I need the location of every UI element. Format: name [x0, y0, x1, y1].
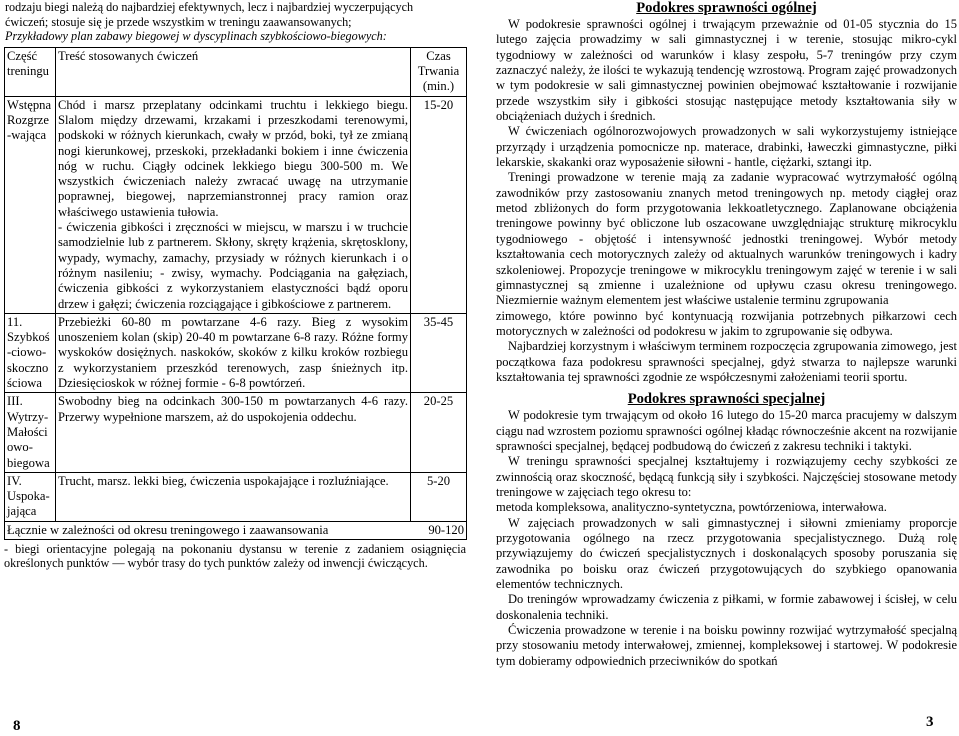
row-content: [56, 96, 411, 313]
paragraph: W treningu sprawności specjalnej kształtujemy i rozwiązujemy cechy szybkości ze zwinnością oraz skoczność, będącą funkcją siły i szybkości. Najczęściej stosowane metody treningowe w zajęciach tego okresu to:: [496, 454, 957, 499]
row-time: 35-45: [411, 313, 467, 392]
row-part: IV. Uspoka-jająca: [5, 472, 56, 521]
total-cell: [5, 521, 467, 539]
table-row: [5, 393, 467, 472]
paragraph: Do treningów wprowadzamy ćwiczenia z piłkami, w formie zabawowej i ścisłej, w celu doskonalenia techniki.: [496, 592, 957, 622]
row-content-paragraph: Swobodny bieg na odcinkach 300-150 m powtarzanych 4-6 razy. Przerwy wypełnione marszem, aż do uspokojenia oddechu.: [58, 394, 408, 424]
row-content-paragraph: Chód i marsz przeplatany odcinkami truchtu i lekkiego biegu. Slalom między drzewami, krzakami i przeszkodami terenowymi, podskoki w różnych kierunkach, cwały w przód, boki, tył ze zmianą nogi kierunkowej, przeskoki, przekładanki bokiem i inne ćwiczenia nóg w ruchu. Ciągły odcinek lekkiego biegu 300-500 m. We wszystkich ćwiczeniach należy zwracać uwagę na utrzymanie poprawnej, biegowej, naprzemianstronnej pracy ramion oraz właściwego ustawienia tułowia.: [58, 97, 408, 219]
row-content-paragraph: Przebieżki 60-80 m powtarzane 4-6 razy. Bieg z wysokim unoszeniem kolan (skip) 20-40 m powtarzane 6-8 razy. Różne formy wyskoków dosiężnych. naskoków, skoków z kilku kroków rozbiegu z wykorzystaniem przeszkód terenowych, zasp śnieżnych itp. Dziesięcioskok w różnej formie - 6-8 powtórzeń.: [58, 314, 408, 391]
header-time: Czas Trwania (min.): [411, 47, 467, 96]
section-title-general: [496, 0, 957, 16]
training-plan-table: [4, 47, 467, 540]
section-title-text: Podokres sprawności specjalnej: [627, 391, 826, 408]
paragraph: Najbardziej korzystnym i właściwym terminem rozpoczęcia zgrupowania zimowego, jest początkowa faza podokresu sprawności specjalnej, gdyż stwarza to najlepsze warunki kształtowania tej sprawności zgodnie ze współczesnymi założeniami teorii sportu.: [496, 339, 957, 384]
table-row: [5, 96, 467, 313]
section-title-text: Podokres sprawności ogólnej: [636, 0, 817, 16]
row-content-paragraph: - ćwiczenia gibkości i zręczności w miejscu, w marszu i w truchcie samodzielnie lub z partnerem. Skłony, skręty krążenia, skrętosklony, wypady, wymachy, zamachy, przysiady w różnych kierunkach i o różnym nasileniu; - zwisy, wymachy. Podciągania na gałęziach, ćwiczenia gibkości z wykorzystaniem elastyczności bądź oporu drzew i gałęzi; ćwiczenia rozciągające i gibkościowe z partnerem.: [58, 220, 408, 311]
table-header-row: [5, 47, 467, 96]
intro-text: [4, 0, 466, 44]
row-content: [56, 313, 411, 392]
paragraph: W zajęciach prowadzonych w sali gimnastycznej i siłowni zmieniamy proporcje przygotowania ogólnego na rzecz przygotowania specjalistycznego. Dużą rolę przywiązujemy do ćwiczeń specjalistycznych i doskonalących sposoby poruszania się zawodnika po boisku oraz ćwiczeń przygotowujących do szybkiego opanowania elementów technicznych.: [496, 515, 957, 592]
header-content: Treść stosowanych ćwiczeń: [56, 47, 411, 96]
page-number-right: 3: [926, 714, 934, 730]
row-time: 15-20: [411, 96, 467, 313]
row-content-paragraph: Trucht, marsz. lekki bieg, ćwiczenia uspokajające i rozluźniające.: [58, 473, 389, 488]
intro-line-1: rodzaju biegi należą do najbardziej efektywnych, lecz i najbardziej wyczerpujących: [5, 0, 414, 14]
row-content: [56, 393, 411, 472]
row-content: [56, 472, 411, 521]
paragraph: Treningi prowadzone w terenie mają za zadanie wypracować wytrzymałość ogólną zawodników przy zastosowaniu znanych metod treningowych np. metody ciągłej oraz metod zbliżonych do form przygotowania lekkoatletycznego. Zaplanowane obciążenia treningowe powinny być obliczone lub oszacowane uwzględniając strukturę mikrocyklu tygodniowego - objętość i intensywność jednostki treningowej. Wybór metody kształtowania cech motorycznych zależy od aktualnych warunków treningowych i kadry szkoleniowej. Propozycje treningowe w mikrocyklu treningowym zajęć w terenie i w sali gimnastycznej są zmienne i uzależnione od upływu czasu okresu treningowego. Niezmiernie ważnym elementem jest właściwe ustalenie terminu zgrupowania: [496, 170, 957, 308]
paragraph: metoda kompleksowa, analityczno-syntetyczna, powtórzeniowa, interwałowa.: [496, 500, 887, 515]
row-time: 20-25: [411, 393, 467, 472]
header-part: Część treningu: [5, 47, 56, 96]
paragraph: Ćwiczenia prowadzone w terenie i na boisku powinny rozwijać wytrzymałość specjalną przy stosowaniu metody interwałowej, zmiennej, kompleksowej i startowej. W podokresie tym dobieramy odpowiednich przeciwników do spotkań: [496, 623, 957, 668]
paragraph: W podokresie tym trwającym od około 16 lutego do 15-20 marca pracujemy w dalszym ciągu nad wzrostem poziomu sprawności ogólnej kładąc równocześnie akcent na rozwijanie sprawności specjalnej, będącej podbudową do ćwiczeń z zakresu techniki i taktyki.: [496, 408, 957, 453]
footnote: - biegi orientacyjne polegają na pokonaniu dystansu w terenie z zadaniem osiągnięcia określonych punktów — wybór trasy do tych punktów zależy od inwencji ćwiczących.: [4, 541, 466, 571]
section-title-special: [496, 391, 957, 407]
row-part: Wstępna Rozgrze -wająca: [5, 96, 56, 313]
intro-caption: Przykładowy plan zabawy biegowej w dyscyplinach szybkościowo-biegowych:: [5, 29, 387, 44]
total-label: Łącznie w zależności od okresu treningowego i zaawansowania: [7, 522, 329, 537]
table-row: [5, 472, 467, 521]
right-column: [496, 0, 957, 669]
total-value: 90-120: [428, 522, 464, 537]
row-time: 5-20: [411, 472, 467, 521]
paragraph: W ćwiczeniach ogólnorozwojowych prowadzonych w sali wykorzystujemy istniejące przyrządy i urządzenia pomocnicze np. materace, drabinki, ławeczki gimnastyczne, piłki lekarskie, skakanki oraz wyposażenie siłowni - hantle, ciężarki, sztangi itp.: [496, 124, 957, 170]
paragraph: zimowego, które powinno być kontynuacją rozwijania potrzebnych piłkarzowi cech motorycznych w zależności od podokresu w jakim to zgrupowanie się odbywa.: [496, 308, 957, 338]
page-number-left: 8: [13, 718, 21, 734]
intro-line-2: ćwiczeń; stosuje się je przede wszystkim w treningu zaawansowanych;: [5, 14, 352, 29]
table-total-row: [5, 521, 467, 539]
table-row: [5, 313, 467, 392]
row-part: III. Wytrzy-Małości owo-biegowa: [5, 393, 56, 472]
paragraph: W podokresie sprawności ogólnej i trwającym przeważnie od 01-05 stycznia do 15 lutego zajęcia prowadzimy w sali gimnastycznej i w terenie, stosując mikro-cykl tygodniowy w zależności od warunków i klasy zespołu, 5-7 treningów przy czym zaznaczyć należy, że ilości te wykazują tendencję wzrostową. Program zajęć prowadzonych w tym podokresie w sali gimnastycznej powinien obejmować kształtowanie i rozwijanie przede wszystkim siły i gibkości stosując następujące metody kształtowania siły w obciążeniach dużych i średnich.: [496, 17, 957, 124]
row-part: 11. Szybkoś -ciowo-skoczno ściowa: [5, 313, 56, 392]
left-column: [4, 0, 466, 571]
